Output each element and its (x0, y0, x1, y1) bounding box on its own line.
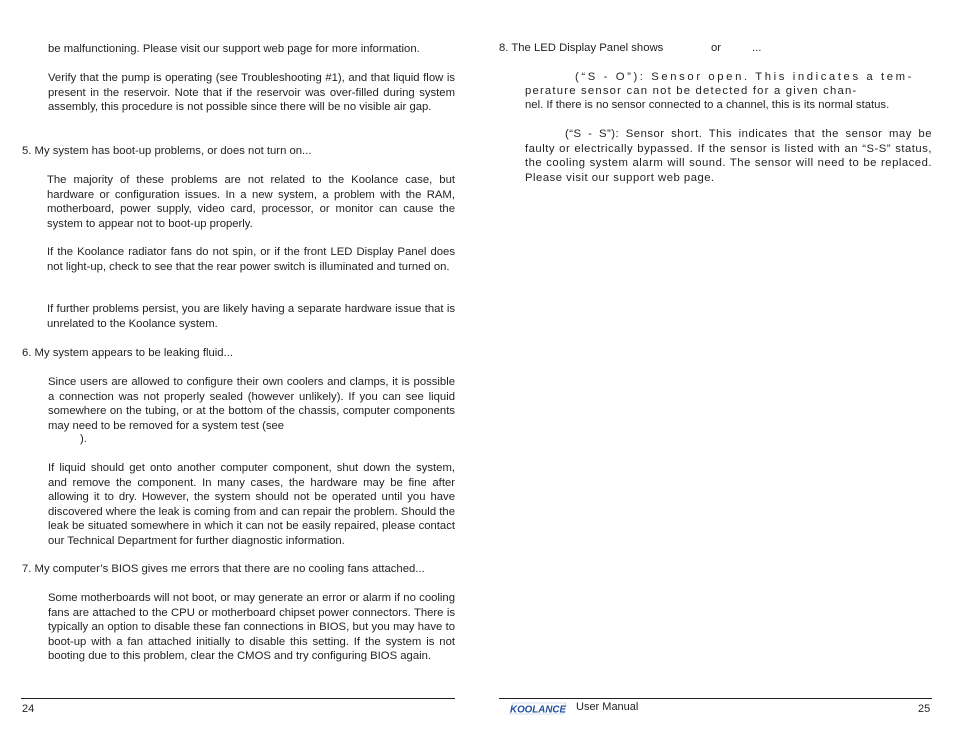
sensor-open-line-1: (“S - O”): Sensor open. This indicates a tem- (575, 71, 915, 83)
some-motherboards-paragraph: Some motherboards will not boot, or may generate an error or alarm if no cooling fans are attached to the CPU or motherboard chipset power connectors. There is typically an option to disable these fan connections in BIOS, but you may have to boot-up with a fan attached initially to disable this setting. If the system is not booting due to this problem, clear the CMOS and try configuring BIOS again. (48, 592, 455, 662)
page-number-right: 25 (918, 703, 931, 715)
question-8-text: 8. The LED Display Panel shows (499, 42, 664, 54)
sensor-short-paragraph: (“S - S”): Sensor short. This indicates that the sensor may be faulty or electrically bypassed. If the sensor is listed with an “S-S” status, the cooling system alarm will sound. The sensor will need to be replaced. Please visit our support web page. (525, 128, 932, 184)
users-paragraph-end: ). (80, 433, 87, 445)
question-8-ellipsis: ... (752, 42, 762, 54)
right-page (477, 0, 954, 738)
pump-paragraph: Verify that the pump is operating (see Troubleshooting #1), and that liquid flow is present in the reservoir. Note that if the reservoir was over-filled during system assembly, this procedure is not possible since there will be no visible air gap. (48, 72, 455, 113)
sensor-open-line-2: perature sensor can not be detected for a given chan- (525, 85, 858, 97)
question-5-heading: 5. My system has boot-up problems, or does not turn on... (22, 145, 312, 157)
footer-rule-left (21, 698, 455, 699)
further-paragraph: If further problems persist, you are likely having a separate hardware issue that is unrelated to the Koolance system. (47, 303, 455, 330)
question-8-heading (499, 41, 762, 56)
majority-paragraph: The majority of these problems are not related to the Koolance case, but hardware or configuration issues. In a new system, a problem with the RAM, motherboard, power supply, video card, processor, or monitor can cause the system to appear not to boot-up properly. (47, 174, 455, 230)
koolance-logo (507, 699, 569, 716)
sensor-open-line-3: nel. If there is no sensor connected to a channel, this is its normal status. (525, 99, 890, 111)
question-8-or: or (711, 42, 722, 54)
koolance-logo-text: KOOLANCE (510, 703, 567, 716)
question-7-heading: 7. My computer’s BIOS gives me errors that there are no cooling fans attached... (22, 563, 425, 575)
fans-paragraph: If the Koolance radiator fans do not spin, or if the front LED Display Panel does not light-up, check to see that the rear power switch is illuminated and turned on. (47, 246, 455, 273)
page-number-left: 24 (22, 703, 35, 715)
user-manual-label: User Manual (576, 701, 639, 713)
users-paragraph: Since users are allowed to configure their own coolers and clamps, it is possible a connection was not properly sealed (however unlikely). If you can see liquid somewhere on the tubing, or at the bottom of the chassis, computer components may need to be removed for a system test (see (48, 376, 455, 432)
question-6-heading: 6. My system appears to be leaking fluid... (22, 347, 233, 359)
malfunction-paragraph: be malfunctioning. Please visit our support web page for more information. (48, 43, 420, 55)
liquid-paragraph: If liquid should get onto another computer component, shut down the system, and remove the component. In many cases, the hardware may be fine after allowing it to dry. However, the system should not be operated until you have discovered where the leak is coming from and can repair the problem. Should the leak be situated somewhere in which it can not be easily repaired, please contact our Technical Department for further diagnostic information. (48, 462, 455, 547)
